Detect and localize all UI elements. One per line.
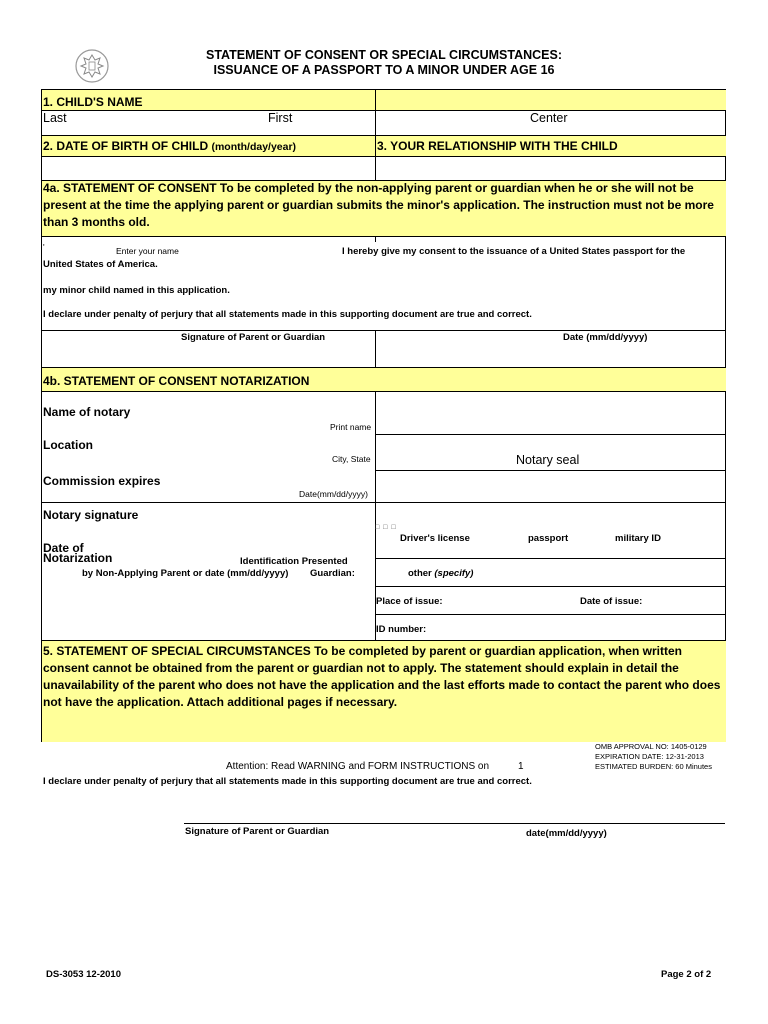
section5-statement xyxy=(43,643,723,711)
section4a-statement xyxy=(43,180,723,231)
omb-approval: OMB APPROVAL NO: 1405-0129 xyxy=(595,742,707,751)
consent-text-cont: United States of America. xyxy=(43,259,158,270)
omb-burden: ESTIMATED BURDEN: 60 Minutes xyxy=(595,762,712,771)
consent-text: I hereby give my consent to the issuance of a United States passport for the xyxy=(342,246,686,257)
attention-page-number: 1 xyxy=(518,761,524,772)
enter-name-label: Enter your name xyxy=(116,246,179,256)
name-of-notary-label: Name of notary xyxy=(43,405,131,419)
print-name-label: Print name xyxy=(330,422,372,432)
section4a-text: To be completed by the non-applying parent or guardian when he or she will not be present at the time the applying parent or guardian submits the minor's application. The instruction must not be more than 3 months old. xyxy=(43,181,714,229)
center-name-label: Center xyxy=(530,111,568,125)
page-number: Page 2 of 2 xyxy=(661,969,712,980)
section4a-heading: 4a. STATEMENT OF CONSENT xyxy=(43,181,217,195)
date-of-notarization-label: Date of Notarization xyxy=(43,541,113,565)
section4a-bullet: ' xyxy=(43,242,45,252)
footer-signature-label: Signature of Parent or Guardian xyxy=(185,826,330,837)
location-label: Location xyxy=(43,438,93,452)
form-title-line2: ISSUANCE OF A PASSPORT TO A MINOR UNDER AGE 16 xyxy=(213,63,555,77)
section4a-signature-label: Signature of Parent or Guardian xyxy=(181,332,326,343)
id-type-checkboxes[interactable]: □ □ □ xyxy=(375,524,397,531)
guardian-label: Guardian: xyxy=(310,568,355,579)
footer-date-label: date(mm/dd/yyyy) xyxy=(526,828,607,839)
section5-text: To be completed by parent or guardian application, when written consent cannot be obtained from the parent or guardian not to apply. The statement should explain in detail the unavailability of the parent who does not have the application and the last efforts made to contact the parent who does not have the application. Attach additional pages if necessary. xyxy=(43,644,721,709)
passport-option[interactable]: passport xyxy=(528,533,569,544)
last-name-label: Last xyxy=(43,111,67,125)
date-of-issue-label: Date of issue: xyxy=(580,596,643,607)
commission-date-label: Date(mm/dd/yyyy) xyxy=(299,489,368,499)
specify-label: (specify) xyxy=(434,568,474,579)
omb-info xyxy=(595,742,712,772)
section2-heading-text: 2. DATE OF BIRTH OF CHILD xyxy=(43,139,209,153)
section4a-declaration: I declare under penalty of perjury that all statements made in this supporting document are true and correct. xyxy=(43,309,532,320)
omb-expiration: EXPIRATION DATE: 12-31-2013 xyxy=(595,752,704,761)
form-number: DS-3053 12-2010 xyxy=(46,969,121,980)
military-id-option[interactable]: military ID xyxy=(615,533,661,544)
id-number-label: ID number: xyxy=(376,624,427,635)
footer-declaration: I declare under penalty of perjury that all statements made in this supporting document are true and correct. xyxy=(43,776,532,787)
section1-heading-band-right xyxy=(376,90,726,110)
section1-heading: 1. CHILD'S NAME xyxy=(43,95,143,109)
form-title-line1: STATEMENT OF CONSENT OR SPECIAL CIRCUMSTANCES: xyxy=(205,48,563,62)
attention-text: Attention: Read WARNING and FORM INSTRUCTIONS on xyxy=(226,761,490,772)
drivers-license-option[interactable]: Driver's license xyxy=(400,533,470,544)
notary-signature-label: Notary signature xyxy=(43,508,139,522)
first-name-label: First xyxy=(268,111,293,125)
notary-seal-label: Notary seal xyxy=(516,453,580,467)
other-label: other xyxy=(408,568,432,579)
section2-hint: (month/day/year) xyxy=(211,141,297,153)
city-state-label: City, State xyxy=(332,454,371,464)
section3-heading: 3. YOUR RELATIONSHIP WITH THE CHILD xyxy=(377,139,618,153)
minor-child-text: my minor child named in this application. xyxy=(43,285,230,296)
other-option[interactable] xyxy=(408,568,473,579)
by-non-applying-label: by Non-Applying Parent or date (mm/dd/yyyy) xyxy=(82,568,289,579)
commission-expires-label: Commission expires xyxy=(43,474,161,488)
section5-heading: 5. STATEMENT OF SPECIAL CIRCUMSTANCES xyxy=(43,644,311,658)
place-of-issue-label: Place of issue: xyxy=(376,596,443,607)
section4b-heading: 4b. STATEMENT OF CONSENT NOTARIZATION xyxy=(43,374,310,388)
section2-heading xyxy=(43,139,296,153)
footer-signature-line[interactable] xyxy=(184,823,725,824)
id-presented-label: Identification Presented xyxy=(240,556,348,567)
section4a-date-label: Date (mm/dd/yyyy) xyxy=(563,332,648,343)
